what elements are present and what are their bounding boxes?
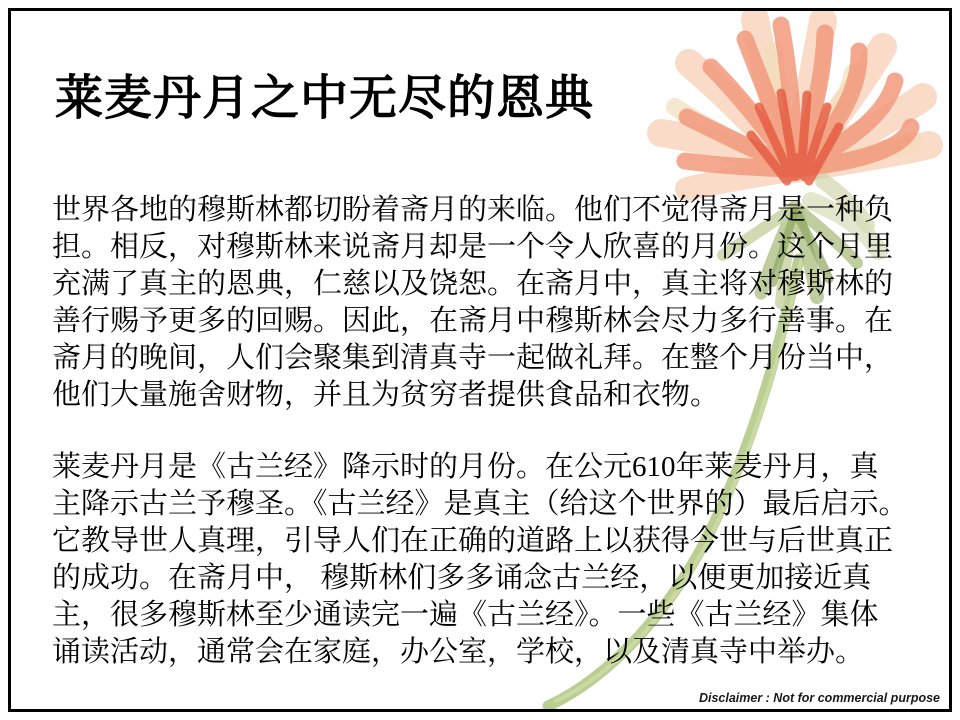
body-text-line: 的成功。在斋月中， 穆斯林们多多诵念古兰经，以便更加接近真 bbox=[52, 562, 872, 594]
slide-title: 莱麦丹月之中无尽的恩典 bbox=[55, 72, 595, 125]
flower-center-accents bbox=[751, 93, 839, 181]
flower-petals-light bbox=[661, 19, 929, 189]
paragraph-1 bbox=[52, 192, 893, 414]
disclaimer-text: Disclaimer : Not for commercial purpose bbox=[698, 691, 940, 705]
body-text-line: 莱麦丹月是《古兰经》降示时的月份。在公元610年莱麦丹月，真 bbox=[52, 451, 879, 483]
body-text-line: 善行赐予更多的回赐。因此，在斋月中穆斯林会尽力多行善事。在 bbox=[52, 305, 894, 337]
flower-petals-coral bbox=[685, 25, 911, 169]
body-text-line: 诵读活动，通常会在家庭，办公室，学校，以及清真寺中举办。 bbox=[52, 636, 865, 668]
body-text-line: 它教导世人真理，引导人们在正确的道路上以获得今世与后世真正 bbox=[52, 525, 894, 557]
body-text-line: 他们大量施舍财物，并且为贫穷者提供食品和衣物。 bbox=[52, 379, 720, 411]
body-text-line: 世界各地的穆斯林都切盼着斋月的来临。他们不觉得斋月是一种负 bbox=[52, 194, 894, 226]
body-text-line: 主降示古兰予穆圣。《古兰经》是真主（给这个世界的）最后启示。 bbox=[52, 488, 908, 520]
body-text-line: 担。相反，对穆斯林来说斋月却是一个令人欣喜的月份。这个月里 bbox=[52, 231, 894, 263]
slide-border-frame bbox=[8, 8, 952, 712]
flower-petals-cream bbox=[675, 51, 913, 169]
paragraph-2 bbox=[52, 449, 908, 671]
body-text-line: 斋月的晚间，人们会聚集到清真寺一起做礼拜。在整个月份当中， bbox=[52, 342, 894, 374]
body-text-line: 充满了真主的恩典，仁慈以及饶恕。在斋月中，真主将对穆斯林的 bbox=[52, 268, 894, 300]
body-text-line: 主，很多穆斯林至少通读完一遍《古兰经》。一些《古兰经》集体 bbox=[52, 599, 879, 631]
